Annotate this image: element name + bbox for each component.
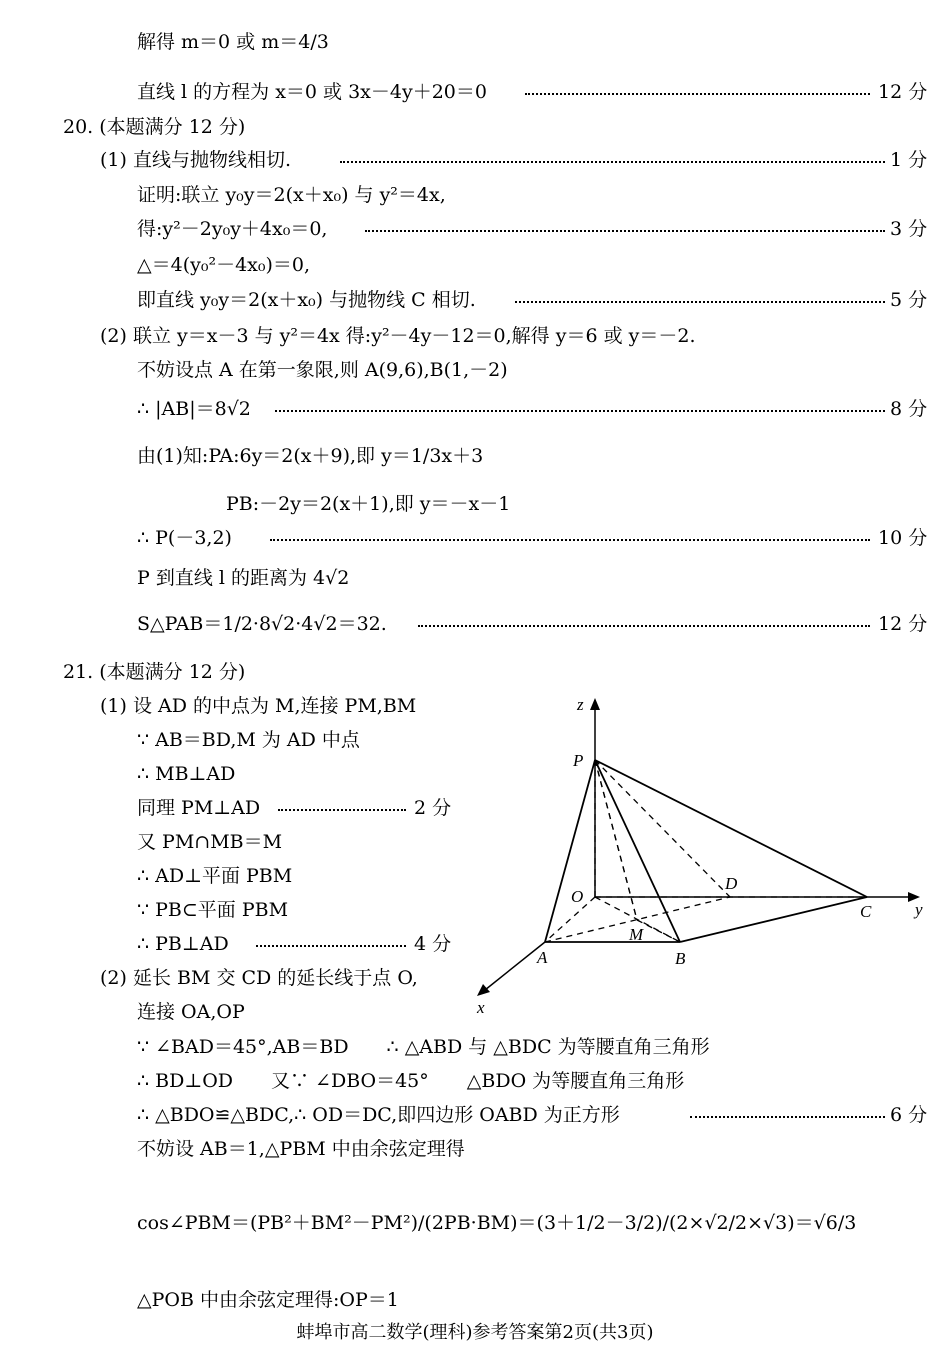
line-15: P 到直线 l 的距离为 4√2 <box>137 567 350 589</box>
line-33: △POB 中由余弦定理得:OP＝1 <box>137 1289 399 1311</box>
question-21-heading: 21. (本题满分 12 分) <box>63 661 246 683</box>
line-12: 由(1)知:PA:6y＝2(x＋9),即 y＝1/3x＋3 <box>137 445 484 467</box>
line-9: (2) 联立 y＝x－3 与 y²＝4x 得:y²－4y－12＝0,解得 y＝6 或 y＝－2. <box>100 325 696 347</box>
label-x: x <box>477 998 485 1017</box>
leader-dots <box>515 301 885 303</box>
leader-dots <box>275 410 885 412</box>
label-z: z <box>577 695 584 714</box>
leader-dots <box>525 93 870 95</box>
label-C: C <box>860 902 872 921</box>
line-31: 不妨设 AB＝1,△PBM 中由余弦定理得 <box>137 1138 465 1160</box>
line-16: S△PAB＝1/2·8√2·4√2＝32. <box>137 613 387 635</box>
line-21: 同理 PM⊥AD <box>137 797 261 819</box>
score-label: 5 分 <box>890 289 928 311</box>
score-label: 2 分 <box>414 797 452 819</box>
line-2: 直线 l 的方程为 x＝0 或 3x－4y＋20＝0 <box>137 81 487 103</box>
score-label: 10 分 <box>878 527 928 549</box>
label-D: D <box>725 874 738 893</box>
line-4: (1) 直线与抛物线相切. <box>100 149 291 171</box>
line-27: 连接 OA,OP <box>137 1001 245 1023</box>
line-8: 即直线 y₀y＝2(x＋x₀) 与抛物线 C 相切. <box>137 289 476 311</box>
line-14: ∴ P(－3,2) <box>137 527 232 549</box>
score-label: 8 分 <box>890 398 928 420</box>
question-20-heading: 20. (本题满分 12 分) <box>63 116 246 138</box>
label-A: A <box>537 948 548 967</box>
line-18: (1) 设 AD 的中点为 M,连接 PM,BM <box>100 695 417 717</box>
line-26: (2) 延长 BM 交 CD 的延长线于点 O, <box>100 967 418 989</box>
line-7: △＝4(y₀²－4x₀)＝0, <box>137 254 311 276</box>
page-footer: 蚌埠市高二数学(理科)参考答案第2页(共3页) <box>296 1322 654 1343</box>
label-P: P <box>573 751 584 770</box>
leader-dots <box>270 539 870 541</box>
score-label: 12 分 <box>878 81 928 103</box>
score-label: 4 分 <box>414 933 452 955</box>
score-label: 1 分 <box>890 149 928 171</box>
score-label: 12 分 <box>878 613 928 635</box>
leader-dots <box>418 625 870 627</box>
line-11: ∴ |AB|＝8√2 <box>137 398 251 420</box>
line-30: ∴ △BDO≌△BDC,∴ OD＝DC,即四边形 OABD 为正方形 <box>137 1104 620 1126</box>
label-M: M <box>629 925 644 944</box>
line-5: 证明:联立 y₀y＝2(x＋x₀) 与 y²＝4x, <box>137 184 446 206</box>
leader-dots <box>278 809 406 811</box>
leader-dots <box>256 945 406 947</box>
label-B: B <box>675 949 686 968</box>
label-y: y <box>915 900 923 919</box>
line-19: ∵ AB＝BD,M 为 AD 中点 <box>137 729 360 751</box>
line-29: ∴ BD⊥OD 又∵ ∠DBO＝45° △BDO 为等腰直角三角形 <box>137 1070 685 1092</box>
score-label: 3 分 <box>890 218 928 240</box>
line-6: 得:y²－2y₀y＋4x₀＝0, <box>137 218 328 240</box>
leader-dots <box>690 1116 885 1118</box>
line-1: 解得 m＝0 或 m＝4/3 <box>137 31 329 53</box>
line-24: ∵ PB⊂平面 PBM <box>137 899 289 921</box>
leader-dots <box>340 161 885 163</box>
leader-dots <box>365 230 885 232</box>
line-13: PB:－2y＝2(x＋1),即 y＝－x－1 <box>226 493 511 515</box>
cosine-formula: cos∠PBM＝(PB²＋BM²－PM²)/(2PB·BM)＝(3＋1/2－3/2)/(2×√2/2×√3)＝√6/3 <box>137 1212 857 1234</box>
line-25: ∴ PB⊥AD <box>137 933 229 955</box>
line-28: ∵ ∠BAD＝45°,AB＝BD ∴ △ABD 与 △BDC 为等腰直角三角形 <box>137 1036 710 1058</box>
line-23: ∴ AD⊥平面 PBM <box>137 865 293 887</box>
pyramid-figure <box>455 690 935 1020</box>
score-label: 6 分 <box>890 1104 928 1126</box>
line-10: 不妨设点 A 在第一象限,则 A(9,6),B(1,－2) <box>137 359 508 381</box>
line-22: 又 PM∩MB＝M <box>137 831 283 853</box>
label-O: O <box>571 887 584 906</box>
line-20: ∴ MB⊥AD <box>137 763 236 785</box>
